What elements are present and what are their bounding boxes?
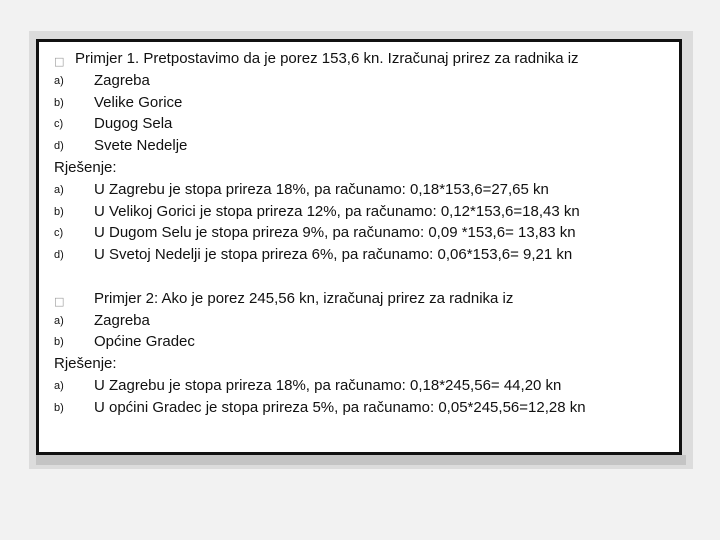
solution-item [54,375,684,397]
example2-intro-line [54,288,684,310]
list-marker: b) [54,401,64,414]
bullet-icon: □ [54,55,65,68]
list-item [54,310,684,332]
solution-text: U Dugom Selu je stopa prireza 9%, pa računamo: 0,09 *153,6= 13,83 kn [94,224,576,242]
slide-text [54,48,684,419]
solution-text: U općini Gradec je stopa prireza 5%, pa računamo: 0,05*245,56=12,28 kn [94,398,586,416]
list-marker: b) [54,336,64,349]
list-marker: c) [54,227,64,240]
list-item-text: Svete Nedelje [94,137,188,155]
solution-item [54,179,684,201]
solution-text: U Zagrebu je stopa prireza 18%, pa računamo: 0,18*153,6=27,65 kn [94,180,549,198]
solution-label-text: Rješenje: [54,355,117,373]
solution-text: U Zagrebu je stopa prireza 18%, pa računamo: 0,18*245,56= 44,20 kn [94,376,562,394]
solution-item [54,222,684,244]
example1-intro-line [54,48,684,70]
example1-intro: Primjer 1. Pretpostavimo da je porez 153,6 kn. Izračunaj prirez za radnika iz [75,50,579,67]
bullet-icon: □ [54,294,65,308]
list-marker: b) [54,96,64,109]
slide-bottom-shadow [36,455,686,465]
solution-label-text: Rješenje: [54,158,117,176]
list-marker: d) [54,249,64,262]
solution-text: U Svetoj Nedelji je stopa prireza 6%, pa računamo: 0,06*153,6= 9,21 kn [94,246,573,264]
list-item [54,113,684,135]
list-marker: d) [54,140,64,153]
list-item [54,135,684,157]
spacer [54,266,684,288]
list-item-text: Općine Gradec [94,333,195,351]
list-item [54,92,684,114]
solution-label [54,157,684,179]
example2-intro: Primjer 2: Ako je porez 245,56 kn, izračunaj prirez za radnika iz [94,289,514,307]
list-marker: a) [54,74,64,87]
list-item [54,70,684,92]
list-marker: b) [54,205,64,218]
solution-text: U Velikoj Gorici je stopa prireza 12%, pa računamo: 0,12*153,6=18,43 kn [94,202,580,220]
list-item-text: Velike Gorice [94,93,183,111]
list-item-text: Zagreba [94,71,150,89]
list-marker: c) [54,118,64,131]
list-marker: a) [54,314,64,327]
list-item [54,331,684,353]
list-marker: a) [54,379,64,392]
solution-label [54,353,684,375]
list-item-text: Zagreba [94,311,150,329]
list-marker: a) [54,183,64,196]
solution-item [54,201,684,223]
solution-item [54,397,684,419]
solution-item [54,244,684,266]
list-item-text: Dugog Sela [94,115,173,133]
